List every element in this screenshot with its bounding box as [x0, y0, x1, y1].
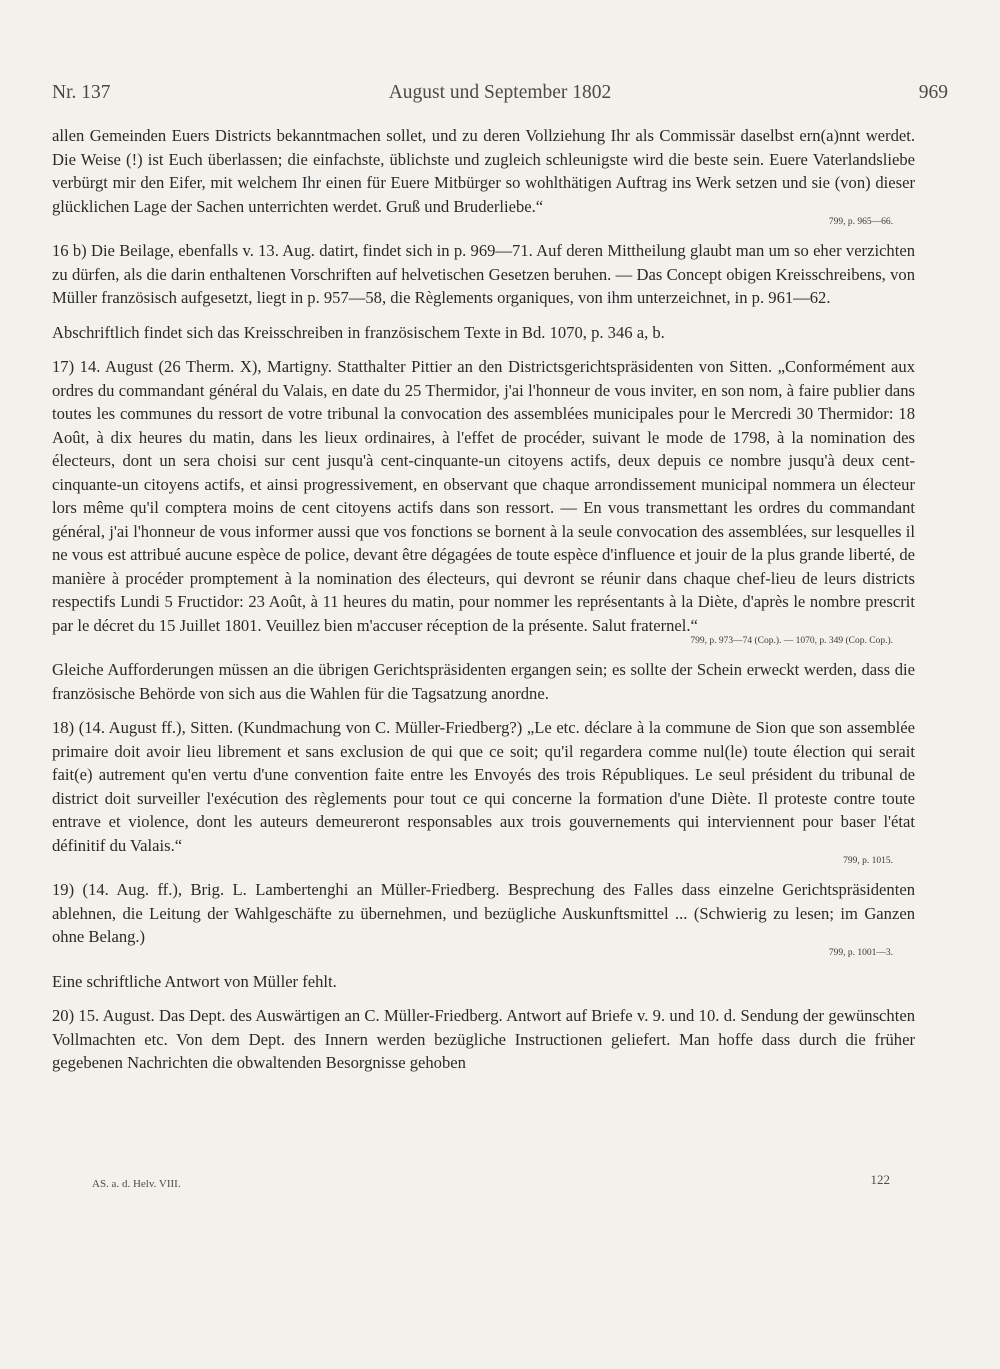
paragraph: 18) (14. August ff.), Sitten. (Kundmachung von C. Müller-Friedberg?) „Le etc. déclare à la commune de Sion que son assemblée primaire doit avoir lieu librement et sans exclusion de qui que ce soit; qu'il regardera comme nul(le) toute élection qui serait fait(e) autrement qu'en vertu d'une convention faite entre les Envoyés des trois Républiques. Le seul président du tribunal de district doit surveiller l'exécution des règlements pour tout ce qui concerne la formation d'une Diète. Il proteste contre toute entrave et violence, dont les auteurs demeureront responsables aux trois gouvernements qui interviennent pour baser l'état définitif du Valais.“	[52, 718, 915, 855]
signature-mark: AS. a. d. Helv. VIII.	[92, 1178, 181, 1190]
paragraph: allen Gemeinden Euers Districts bekanntmachen sollet, und zu deren Vollziehung Ihr als Commissär daselbst ern(a)nnt werdet. Die Weise (!) ist Euch überlassen; die einfachste, üblichste und zugleich schleunigste wird die beste sein. Euere Vaterlandsliebe verbürgt mir den Eifer, mit welchem Ihr einen für Euere Mitbürger so wohlthätigen Auftrag ins Werk setzen und sie (von) dieser glücklichen Lage der Sachen unterrichten werdet. Gruß und Bruderliebe.“	[52, 126, 915, 216]
paragraph: Eine schriftliche Antwort von Müller fehlt.	[52, 971, 337, 991]
page-footer	[92, 1172, 890, 1192]
document-number: Nr. 137	[52, 82, 111, 103]
page-body	[52, 124, 915, 1075]
paragraph: Gleiche Aufforderungen müssen an die übrigen Gerichtspräsidenten ergangen sein; es sollte der Schein erweckt werden, dass die französische Behörde von sich aus die Wahlen für die Tagsatzung anordne.	[52, 660, 915, 703]
paragraph: Abschriftlich findet sich das Kreisschreiben in französischem Texte in Bd. 1070, p. 346 a, b.	[52, 322, 665, 342]
page-header	[52, 82, 948, 108]
source-reference: 799, p. 973—74 (Cop.). — 1070, p. 349 (Cop. Cop.).	[690, 636, 893, 646]
running-title: August und September 1802	[388, 82, 612, 103]
source-reference: 799, p. 1015.	[843, 856, 893, 866]
page-number: 969	[918, 82, 948, 103]
paragraph: 17) 14. August (26 Therm. X), Martigny. Statthalter Pittier an den Districtsgerichtspräsidenten von Sitten. „Conformément aux ordres du commandant général du Valais, en date du 25 Thermidor, j'ai l'honneur de vous inviter, en son nom, à faire publier dans toutes les communes du ressort de votre tribunal la convocation des assemblées municipales pour le Mercredi 30 Thermidor: 18 Août, à dix heures du matin, dans les lieux ordinaires, à l'effet de procéder, suivant le mode de 1798, à la nomination des électeurs, dont un sera choisi sur cent jusqu'à cent-cinquante-un citoyens actifs, deux depuis ce nombre jusqu'à deux cent-cinquante-un citoyens actifs, et ainsi progressivement, en observant que chaque arrondissement municipal nommera un électeur lors même qu'il comptera moins de cent citoyens actifs dans son ressort. — En vous transmettant les ordres du commandant général, j'ai l'honneur de vous informer aussi que vos fonctions se bornent à la seule convocation des assemblées, sur lesquelles il ne vous est attribué aucune espèce de police, devant être dégagées de toute espèce d'influence et jouir de la plus grande liberté, de manière à procéder promptement à la nomination des électeurs, qui devront se réunir dans chaque chef-lieu de leurs districts respectifs Lundi 5 Fructidor: 23 Août, à 11 heures du matin, pour nommer les représentants à la Diète, d'après le nombre prescrit par le décret du 15 Juillet 1801. Veuillez bien m'accuser réception de la présente. Salut fraternel.“	[52, 357, 915, 635]
paragraph: 19) (14. Aug. ff.), Brig. L. Lambertenghi an Müller-Friedberg. Besprechung des Falles dass einzelne Gerichtspräsidenten ablehnen, die Leitung der Wahlgeschäfte zu übernehmen, und bezügliche Auskunftsmittel ... (Schwierig zu lesen; im Ganzen ohne Belang.)	[52, 880, 915, 946]
paragraph: 20) 15. August. Das Dept. des Auswärtigen an C. Müller-Friedberg. Antwort auf Briefe v. 9. und 10. d. Sendung der gewünschten Vollmachten etc. Von dem Dept. des Innern werden bezügliche Instructionen geliefert. Man hoffe dass durch die früher gegebenen Nachrichten die obwaltenden Besorgnisse gehoben	[52, 1006, 915, 1072]
sheet-number: 122	[870, 1172, 890, 1187]
paragraph: 16 b) Die Beilage, ebenfalls v. 13. Aug. datirt, findet sich in p. 969—71. Auf deren Mittheilung glaubt man um so eher verzichten zu dürfen, als die darin enthaltenen Vorschriften auf helvetischen Gesetzen beruhen. — Das Concept obigen Kreisschreibens, von Müller französisch aufgesetzt, liegt in p. 957—58, die Règlements organiques, von ihm unterzeichnet, in p. 961—62.	[52, 241, 915, 307]
source-reference: 799, p. 965—66.	[828, 217, 893, 227]
source-reference: 799, p. 1001—3.	[828, 947, 893, 958]
